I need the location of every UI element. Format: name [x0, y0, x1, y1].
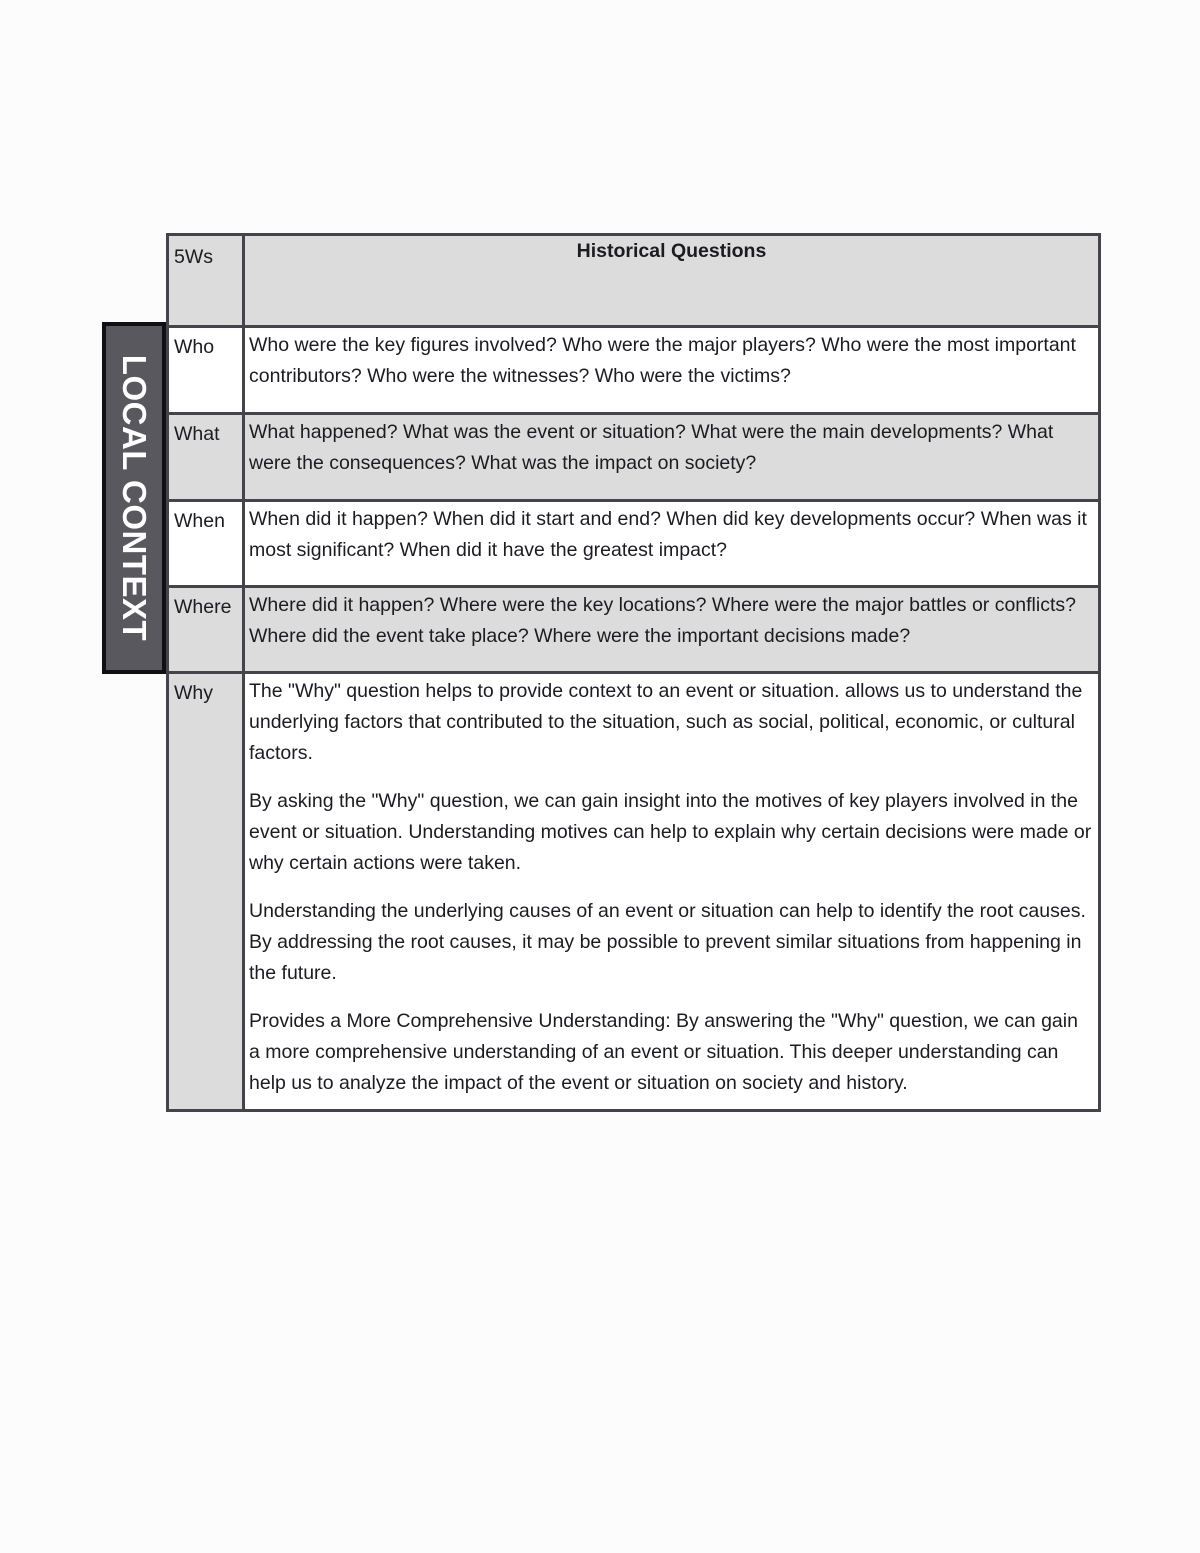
table-row-when [168, 501, 1100, 587]
why-paragraph: Provides a More Comprehensive Understanding: By answering the "Why" question, we can gain a more comprehensive understanding of an event or situation. This deeper understanding can help us to analyze the impact of the event or situation on society and history. [249, 1010, 1078, 1094]
row-label-where: Where [168, 587, 244, 673]
row-label-what: What [168, 414, 244, 501]
historical-questions-table [166, 233, 1101, 1112]
row-label-who: Who [168, 327, 244, 414]
why-paragraph: By asking the "Why" question, we can gain insight into the motives of key players involved in the event or situation. Understanding motives can help to explain why certain decisions were made or why certain actions were taken. [249, 790, 1092, 874]
why-paragraph: Understanding the underlying causes of an event or situation can help to identify the root causes. By addressing the root causes, it may be possible to prevent similar situations from happening in the future. [249, 900, 1086, 984]
side-label-text: LOCAL CONTEXT [116, 354, 154, 642]
row-text-why [244, 673, 1100, 1111]
table-title: Historical Questions [244, 235, 1100, 327]
table-header-row [168, 235, 1100, 327]
row-text-where: Where did it happen? Where were the key locations? Where were the major battles or conflicts? Where did the event take place? Where were the important decisions made? [244, 587, 1100, 673]
why-paragraph: The "Why" question helps to provide context to an event or situation. allows us to understand the underlying factors that contributed to the situation, such as social, political, economic, or cultural factors. [249, 680, 1083, 764]
row-label-why: Why [168, 673, 244, 1111]
row-text-what: What happened? What was the event or situation? What were the main developments? What were the consequences? What was the impact on society? [244, 414, 1100, 501]
side-label [102, 322, 166, 674]
row-text-who: Who were the key figures involved? Who were the major players? Who were the most important contributors? Who were the witnesses? Who were the victims? [244, 327, 1100, 414]
header-5ws: 5Ws [168, 235, 244, 327]
table-row-who [168, 327, 1100, 414]
table-row-where [168, 587, 1100, 673]
table-row-what [168, 414, 1100, 501]
row-text-when: When did it happen? When did it start and end? When did key developments occur? When was it most significant? When did it have the greatest impact? [244, 501, 1100, 587]
table-row-why [168, 673, 1100, 1111]
row-label-when: When [168, 501, 244, 587]
